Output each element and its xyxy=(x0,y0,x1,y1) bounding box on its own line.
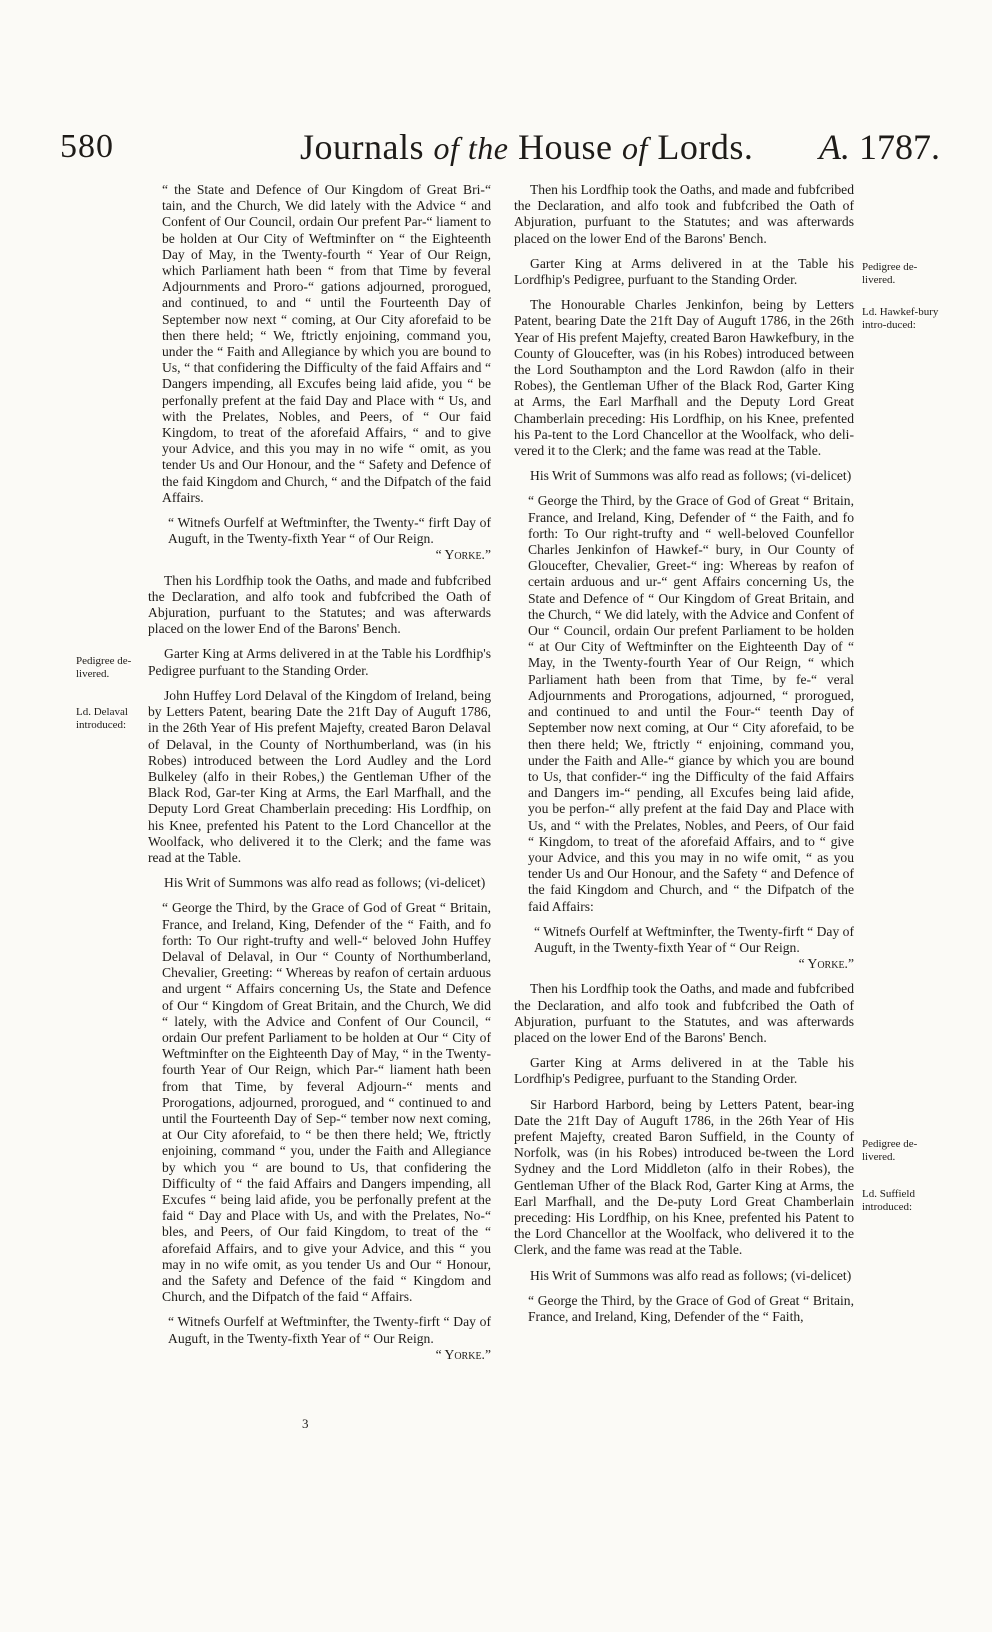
witness-clause: “ Witnefs Ourfelf at Weftminfter, the Twenty-firft “ Day of Auguft, in the Twenty-fixth Year of “ Our Reign. “ Yorke.” xyxy=(534,923,854,972)
title-house: House xyxy=(517,127,613,167)
writ-of-summons: “ George the Third, by the Grace of God of Great “ Britain, France, and Ireland, King, Defender of the “ Faith, and fo forth: To Our right-trufty and well-“ beloved John Huffey Delaval of Delaval, in Our “ County of Northumberland, Chevalier, Greeting: “ Whereas by reafon of certain arduous and urgent “ Affairs concerning Us, the State and Defence of Our “ Kingdom of Great Britain, and the Church, We did “ lately, with the Advice and Confent of Our Council, “ ordain Our prefent Parliament to be holden at Our “ City of Weftminfter on the Eighteenth Day of May, “ in the Twenty-fourth Year of Our Reign, which Par-“ liament hath been from that Time, by feveral Adjourn-“ ments and Prorogations, adjourned, prorogued, and “ continued to and until the Fourteenth Day of Sep-“ tember now next coming, at Our City aforefaid, to “ be then there held; We, ftrictly enjoining, command “ you, under the Faith and Allegiance by which you “ are bound to Us, that confidering the Difficulty of “ the faid Affairs and Dangers impending, all Excufes “ being laid afide, you be perfonally prefent at the faid “ Day and Place with Us, and with the Prelates, No-“ bles, and Peers, of Our faid Kingdom, to treat of the “ aforefaid Affairs, and to give your Advice, and this “ you may in no wife omit, as you tender Us and Our “ Honour, and the Safety and Defence of the faid “ Kingdom and Church, and the Difpatch of the faid “ Affairs. xyxy=(162,900,491,1305)
signature-mark: 3 xyxy=(302,1416,309,1431)
year-prefix: A. xyxy=(819,127,850,167)
oaths-paragraph: Then his Lordfhip took the Oaths, and made and fubfcribed the Declaration, and alfo took and fubfcribed the Oath of Abjuration, purfuant to the Statutes, and was afterwards placed on the lower End of the Barons' Bench. xyxy=(514,981,854,1045)
margin-note-delaval: Ld. Delaval introduced: xyxy=(76,706,128,731)
writ-of-summons: “ George the Third, by the Grace of God of Great “ Britain, France, and Ireland, King, Defender of “ the Faith, and fo forth: To Our right-trufty and “ well-beloved Counfellor Charles Jenkinfon of Hawkef-“ bury, in Our County of Gloucefter, Chevalier, Greet-“ ing: Whereas by reafon of certain arduous and ur-“ gent Affairs concerning Us, the State and Defence of “ Our Kingdom of Great Britain, and the Church, “ We did lately, with the Advice and Confent of Our “ Council, ordain Our prefent Parliament to be holden “ at Our City of Weftminfter on the Eighteenth Day of “ May, in the Twenty-fourth Year of Our Reign, “ which Parliament hath been from that Time, by fe-“ veral Adjournments and Prorogations, adjourned, “ prorogued, and continued to and until the Four-“ teenth Day of September now next coming, at Our “ City aforefaid, to be then there held; We, ftrictly “ enjoining, command you, under the Faith and Alle-“ giance by which you are bound to Us, that confider-“ ing the Difficulty of the faid Affairs and Dangers im-“ pending, all Excufes being laid afide, you be perfon-“ ally prefent at the faid Day and Place with Us, and “ with the Prelates, Nobles, and Peers, of Our faid “ Kingdom, to treat of the aforefaid Affairs, and to “ give your Advice, and this you may in no wife omit, “ as you tender Us and Our Honour, and the Safety “ and Defence of the faid Kingdom and Church, and “ the Difpatch of the faid Affairs: xyxy=(528,493,854,914)
margin-note-hawkesbury: Ld. Hawkef-bury intro-duced: xyxy=(862,306,939,331)
margin-note-pedigree-right-1: Pedigree de-livered. xyxy=(862,261,918,286)
title-journals: Journals xyxy=(300,127,424,167)
writ-heading: His Writ of Summons was alfo read as follows; (vi-delicet) xyxy=(164,875,486,891)
title-lords: Lords. xyxy=(657,127,754,167)
pedigree-paragraph: Garter King at Arms delivered in at the Table his Lordfhip's Pedigree, purfuant to the Standing Order. xyxy=(514,1055,854,1087)
title-of-the: of the xyxy=(433,130,509,166)
writ-heading: His Writ of Summons was alfo read as follows; (vi-delicet) xyxy=(530,1267,852,1283)
margin-note-suffield: Ld. Suffield introduced: xyxy=(862,1188,915,1213)
writ-continuation: “ the State and Defence of Our Kingdom of Great Bri-“ tain, and the Church, We did lately with the Advice “ and Confent of Our Council, ordain Our prefent Par-“ liament to be holden at Our City of Weftminfter on “ the Eighteenth Day of May, in the Twenty-fourth “ Year of Our Reign, which Parliament hath been “ from that Time by feveral Adjournments and Proro-“ gations adjourned, prorogued, and continued, to and “ until the Fourteenth Day of September now next “ coming, at Our City aforefaid to be then there held; “ We, ftrictly enjoining, command you, under the “ Faith and Allegiance by which you are bound to Us, “ that confidering the Difficulty of the faid Affairs and “ Dangers impending, all Excufes being laid afide, you “ be perfonally prefent at the faid Day and Place with “ Us, and with the Prelates, Nobles, and Peers, of “ Our faid Kingdom, to treat of the aforefaid Affairs, “ and to give your Advice, and this you may in no wife “ omit, as you tender Us and Our Honour, and the “ Safety and Defence of the faid Kingdom and Church, “ and the Difpatch of the faid Affairs. xyxy=(162,182,491,505)
margin-note-pedigree-left: Pedigree de-livered. xyxy=(76,655,132,680)
title-of: of xyxy=(621,130,648,166)
year-value: 1787. xyxy=(859,127,940,167)
writ-of-summons: “ George the Third, by the Grace of God of Great “ Britain, France, and Ireland, King, Defender of the “ Faith, xyxy=(528,1292,854,1324)
witness-signature: “ Yorke.” xyxy=(435,547,491,563)
margin-note-pedigree-right-2: Pedigree de-livered. xyxy=(862,1138,918,1163)
oaths-paragraph: Then his Lordfhip took the Oaths, and made and fubfcribed the Declaration, and alfo took and fubfcribed the Oath of Abjuration, purfuant to the Statutes; and was afterwards placed on the lower End of the Barons' Bench. xyxy=(148,572,491,637)
right-column xyxy=(514,182,854,1334)
witness-signature: “ Yorke.” xyxy=(798,956,854,972)
year-heading xyxy=(819,126,940,168)
pedigree-paragraph: Garter King at Arms delivered in at the Table his Lordfhip's Pedigree, purfuant to the Standing Order. xyxy=(514,255,854,288)
oaths-paragraph: Then his Lordfhip took the Oaths, and made and fubfcribed the Declaration, and alfo took and fubfcribed the Oath of Abjuration, purfuant to the Statutes; and was afterwards placed on the lower End of the Barons' Bench. xyxy=(514,182,854,246)
pedigree-paragraph: Garter King at Arms delivered in at the Table his Lordfhip's Pedigree purfuant to the Standing Order. xyxy=(148,646,491,678)
witness-clause: “ Witnefs Ourfelf at Weftminfter, the Twenty-firft “ Day of Auguft, in the Twenty-fixth Year of “ Our Reign. “ Yorke.” xyxy=(168,1314,491,1362)
page-header xyxy=(0,122,992,182)
left-column xyxy=(148,182,491,1372)
running-title xyxy=(300,126,753,168)
witness-signature: “ Yorke.” xyxy=(435,1346,491,1362)
hawkesbury-introduction: The Honourable Charles Jenkinfon, being by Letters Patent, bearing Date the 21ft Day of Auguft 1786, in the 26th Year of His prefent Majefty, created Baron Hawkefbury, in the County of Gloucefter, was (in his Robes) introduced between the Lord Southampton and the Lord Rawdon (alfo in their Robes), the Gentleman Ufher of the Black Rod, Garter King at Arms, the Earl Marfhall and the Deputy Lord Great Chamberlain preceding: His Lordfhip, on his Knee, prefented his Pa-tent to the Lord Chancellor at the Woolfack, who deli-vered it to the Clerk; and the fame was read at the Table. xyxy=(514,297,854,459)
suffield-introduction: Sir Harbord Harbord, being by Letters Patent, bear-ing Date the 21ft Day of Auguft 1786, in the 26th Year of His prefent Majefty, created Baron Suffield, in the County of Norfolk, was (in his Robes) introduced be-tween the Lord Sydney and the Lord Middleton (alfo in their Robes), the Gentleman Ufher of the Black Rod, Garter King at Arms, the Earl Marfhall, and the De-puty Lord Great Chamberlain preceding: His Lordfhip, on his Knee, prefented his Patent to the Lord Chancellor at the Woolfack, who delivered it to the Clerk, and the fame was read at the Table. xyxy=(514,1096,854,1258)
page-number: 580 xyxy=(60,128,114,165)
witness-clause: “ Witnefs Ourfelf at Weftminfter, the Twenty-“ firft Day of Auguft, in the Twenty-fixth Year “ of Our Reign. “ Yorke.” xyxy=(168,515,491,563)
writ-heading: His Writ of Summons was alfo read as follows; (vi-delicet) xyxy=(530,468,852,484)
delaval-introduction: John Huffey Lord Delaval of the Kingdom of Ireland, being by Letters Patent, bearing Date the 21ft Day of Auguft 1786, in the 26th Year of His prefent Majefty, created Baron Delaval of Delaval, in the County of Northumberland, was (in his Robes) introduced between the Lord Audley and the Lord Bulkeley (alfo in their Robes,) the Gentleman Ufher of the Black Rod, Gar-ter King at Arms, the Earl Marfhall, and the Deputy Lord Great Chamberlain preceding: His Lordfhip, on his Knee, prefented his Patent to the Lord Chancellor at the Woolfack, who delivered it to the Clerk; and the fame was read at the Table. xyxy=(148,687,491,865)
